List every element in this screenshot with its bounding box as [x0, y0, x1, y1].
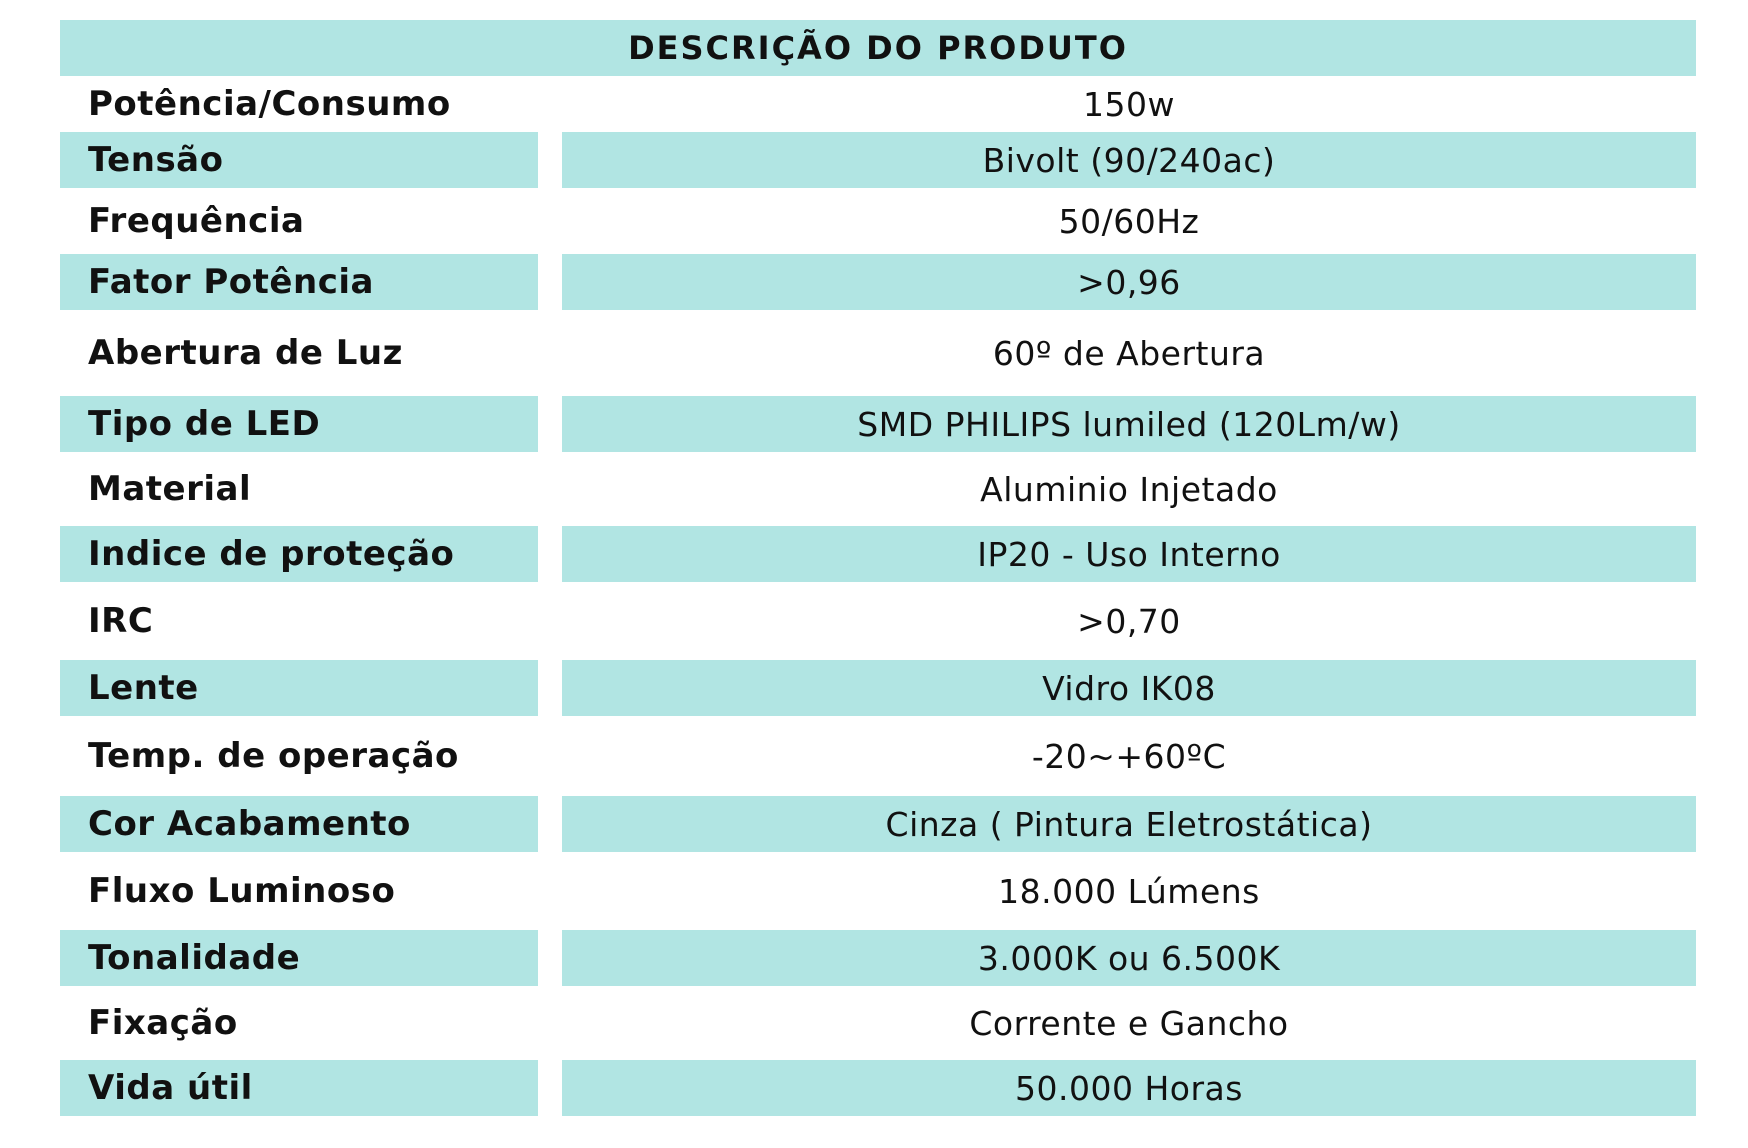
row-label: IRC: [88, 601, 154, 641]
table-row-irc: [60, 582, 1696, 660]
row-label: Tipo de LED: [60, 396, 538, 452]
table-row-frequencia: [60, 188, 1696, 254]
row-label: Indice de proteção: [60, 526, 538, 582]
row-label: Cor Acabamento: [60, 796, 538, 852]
product-spec-table: [60, 20, 1696, 1116]
row-value: IP20 - Uso Interno: [562, 526, 1696, 582]
row-label: Vida útil: [60, 1060, 538, 1116]
row-value: 50/60Hz: [1058, 201, 1200, 241]
table-row-cor-acabamento: [60, 796, 1696, 852]
table-row-potencia: [60, 78, 1696, 130]
row-value: Corrente e Gancho: [969, 1003, 1289, 1043]
row-value: >0,70: [1077, 601, 1181, 641]
table-row-indice-protecao: [60, 526, 1696, 582]
row-label: Potência/Consumo: [88, 84, 451, 124]
row-value: SMD PHILIPS lumiled (120Lm/w): [562, 396, 1696, 452]
row-value: 3.000K ou 6.500K: [562, 930, 1696, 986]
row-value: Cinza ( Pintura Eletrostática): [562, 796, 1696, 852]
row-label: Fixação: [88, 1003, 238, 1043]
row-label: Tonalidade: [60, 930, 538, 986]
row-value: 150w: [1083, 84, 1175, 124]
row-label: Abertura de Luz: [88, 333, 403, 373]
row-value: Aluminio Injetado: [980, 469, 1278, 509]
row-value: 50.000 Horas: [562, 1060, 1696, 1116]
table-row-fluxo-luminoso: [60, 852, 1696, 930]
table-row-lente: [60, 660, 1696, 716]
row-value: Vidro IK08: [562, 660, 1696, 716]
table-row-tonalidade: [60, 930, 1696, 986]
table-header: [60, 20, 1696, 76]
row-label: Material: [88, 469, 252, 509]
table-row-fixacao: [60, 986, 1696, 1060]
row-value: -20~+60ºC: [1031, 736, 1227, 776]
row-value: Bivolt (90/240ac): [562, 132, 1696, 188]
table-row-fator-potencia: [60, 254, 1696, 310]
row-label: Fluxo Luminoso: [88, 871, 396, 911]
row-label: Tensão: [60, 132, 538, 188]
row-value: 18.000 Lúmens: [998, 871, 1260, 911]
table-row-abertura-luz: [60, 310, 1696, 396]
table-row-tipo-led: [60, 396, 1696, 452]
row-label: Lente: [60, 660, 538, 716]
row-label: Frequência: [88, 201, 305, 241]
row-label: Temp. de operação: [88, 736, 459, 776]
table-row-temp-operacao: [60, 716, 1696, 796]
table-row-tensao: [60, 132, 1696, 188]
table-title: DESCRIÇÃO DO PRODUTO: [628, 29, 1128, 67]
table-row-material: [60, 452, 1696, 526]
row-value: >0,96: [562, 254, 1696, 310]
row-label: Fator Potência: [60, 254, 538, 310]
row-value: 60º de Abertura: [992, 333, 1266, 373]
table-row-vida-util: [60, 1060, 1696, 1116]
